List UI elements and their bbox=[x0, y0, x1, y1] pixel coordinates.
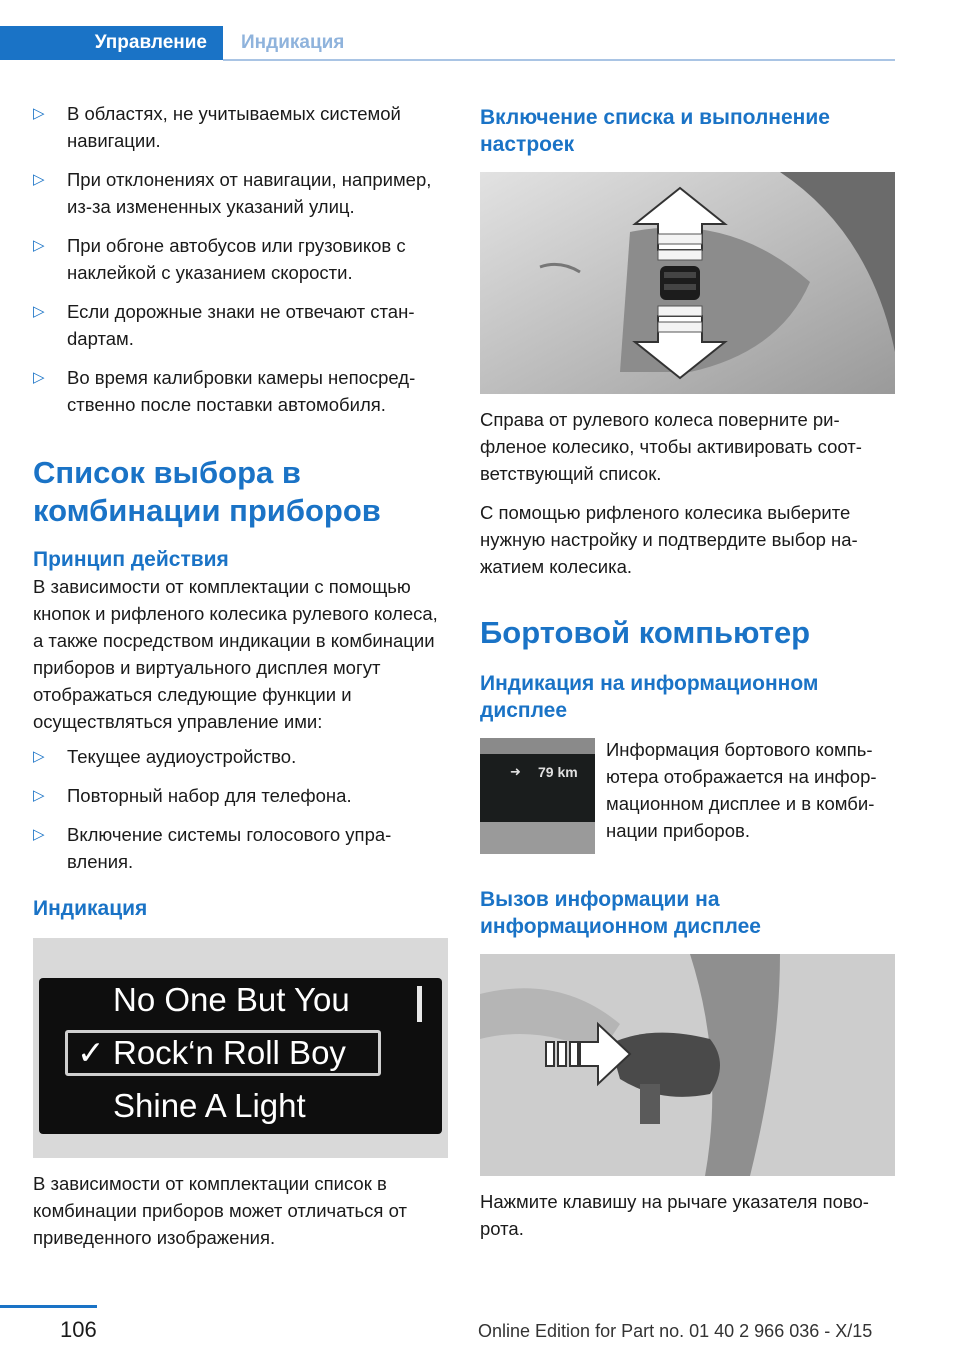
heading-call-info: Вызов информации на информационном дисплее bbox=[480, 888, 761, 938]
list-item: ▷ Повторный набор для телефона. bbox=[33, 782, 448, 809]
limitations-list bbox=[33, 100, 448, 418]
list-item: ▷ При обгоне автобусов или грузовиков с наклейкой с указанием скорости. bbox=[33, 232, 448, 286]
info-display-text: Информация бортового компьютера отображается на информационном дисплее и в комбинации приборов. bbox=[606, 739, 877, 841]
triangle-bullet-icon: ▷ bbox=[33, 748, 45, 765]
check-icon: ✓ bbox=[77, 1034, 105, 1071]
functions-list bbox=[33, 743, 448, 875]
range-arrow-icon: ➜ bbox=[510, 764, 521, 779]
triangle-bullet-icon: ▷ bbox=[33, 171, 45, 188]
info-display-image bbox=[480, 738, 595, 854]
list-item: ▷ Включение системы голосового управления. bbox=[33, 821, 448, 875]
list-item: ▷ Если дорожные знаки не отвечают станdартам. bbox=[33, 298, 448, 352]
list-item: ▷ Текущее аудиоустройство. bbox=[33, 743, 448, 770]
scrollbar-thumb bbox=[417, 986, 422, 1022]
page-number: 106 bbox=[60, 1317, 97, 1342]
heading-info-display: Индикация на информационном дисплее bbox=[480, 672, 819, 722]
triangle-bullet-icon: ▷ bbox=[33, 237, 45, 254]
section-title-onboard-computer: Бортовой компьютер bbox=[480, 615, 811, 650]
tab-divider-line bbox=[223, 59, 895, 61]
footer-accent-bar bbox=[0, 1305, 97, 1308]
tab-display[interactable]: Индикация bbox=[241, 32, 345, 53]
enable-list-text-1: Справа от рулевого колеса поверните рифленое колесико, чтобы активировать соответствующий список. bbox=[480, 409, 862, 484]
steering-wheel-image bbox=[480, 172, 895, 394]
tab-controls[interactable]: Управление bbox=[0, 26, 223, 60]
principle-text: В зависимости от комплектации с помощью кнопок и рифленого колесика рулевого колеса, а также посредством индикации в комбинации приборов и виртуального дисплея могут отображаться следующие функции и осуществляться управление ими: bbox=[33, 576, 438, 732]
section-title-selection-list: Список выбора в комбинации приборов bbox=[33, 455, 381, 528]
enable-list-text-2: С помощью рифленого колесика выберите нужную настройку и подтвердите выбор нажатием колесика. bbox=[480, 502, 858, 577]
heading-enable-list: Включение списка и выполнение настроек bbox=[480, 106, 830, 156]
info-display-block bbox=[480, 738, 895, 854]
list-entry-1: No One But You bbox=[113, 981, 350, 1018]
triangle-bullet-icon: ▷ bbox=[33, 303, 45, 320]
call-info-text: Нажмите клавишу на рычаге указателя поворота. bbox=[480, 1191, 869, 1239]
display-caption: В зависимости от комплектации список в комбинации приборов может отличаться от приведенного изображения. bbox=[33, 1173, 407, 1248]
list-item: ▷ В областях, не учитываемых системой навигации. bbox=[33, 100, 448, 154]
triangle-bullet-icon: ▷ bbox=[33, 105, 45, 122]
heading-principle: Принцип действия bbox=[33, 548, 229, 571]
turn-signal-illustration bbox=[480, 954, 895, 1176]
left-column bbox=[33, 100, 448, 1251]
list-entry-3: Shine A Light bbox=[113, 1087, 306, 1124]
triangle-bullet-icon: ▷ bbox=[33, 369, 45, 386]
list-item: ▷ Во время калибровки камеры непосредственно после поставки автомобиля. bbox=[33, 364, 448, 418]
list-entry-2: Rock‘n Roll Boy bbox=[113, 1034, 346, 1071]
instrument-list-image bbox=[33, 938, 448, 1158]
header-tabs bbox=[0, 26, 895, 62]
list-item: ▷ При отклонениях от навигации, например, из-за измененных указаний улиц. bbox=[33, 166, 448, 220]
steering-wheel-illustration bbox=[480, 172, 895, 394]
footer-edition: Online Edition for Part no. 01 40 2 966 036 - X/15 bbox=[478, 1321, 873, 1341]
heading-display: Индикация bbox=[33, 897, 148, 920]
range-value: 79 km bbox=[538, 764, 578, 780]
triangle-bullet-icon: ▷ bbox=[33, 826, 45, 843]
triangle-bullet-icon: ▷ bbox=[33, 787, 45, 804]
right-column bbox=[480, 100, 895, 1242]
turn-signal-lever-image bbox=[480, 954, 895, 1176]
